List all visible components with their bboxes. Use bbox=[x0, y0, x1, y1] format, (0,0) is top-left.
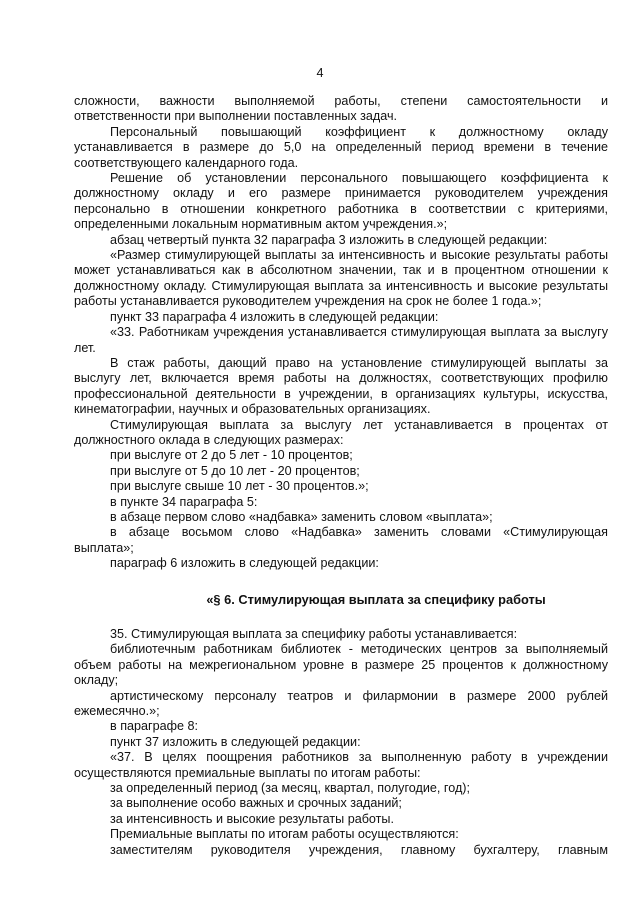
paragraph: «Размер стимулирующей выплаты за интенсивность и высокие результаты работы может устанавливаться как в абсолютном значении, так и в процентном отношении к должностному окладу. Стимулирующая выплата за интенсивность и высокие результаты работы устанавливается руководителем учреждения на срок не более 1 года.»; bbox=[74, 248, 608, 309]
list-item: за выполнение особо важных и срочных заданий; bbox=[110, 796, 402, 811]
list-item: за интенсивность и высокие результаты работы. bbox=[110, 811, 394, 826]
paragraph: пункт 37 изложить в следующей редакции: bbox=[110, 734, 361, 749]
paragraph: в параграфе 8: bbox=[110, 719, 198, 734]
paragraph: в абзаце восьмом слово «Надбавка» заменить словами «Стимулирующая выплата»; bbox=[74, 525, 608, 555]
paragraph: библиотечным работникам библиотек - методических центров за выполняемый объем работы на межрегиональном уровне в размере 25 процентов к должностному окладу; bbox=[74, 642, 608, 688]
paragraph: Премиальные выплаты по итогам работы осуществляются: bbox=[110, 827, 459, 842]
paragraph: Персональный повышающий коэффициент к должностному окладу устанавливается в размере до 5,0 на определенный период времени в течение соответствующего календарного года. bbox=[74, 124, 608, 170]
paragraph: заместителям руководителя учреждения, главному бухгалтеру, главным bbox=[110, 842, 608, 857]
list-item: за определенный период (за месяц, квартал, полугодие, год); bbox=[110, 781, 470, 796]
paragraph: параграф 6 изложить в следующей редакции: bbox=[110, 556, 379, 571]
list-item: при выслуге от 2 до 5 лет - 10 процентов; bbox=[110, 448, 353, 463]
list-item: при выслуге от 5 до 10 лет - 20 процентов; bbox=[110, 463, 360, 478]
document-body bbox=[74, 94, 608, 858]
paragraph: Решение об установлении персонального повышающего коэффициента к должностному окладу и его размере принимается руководителем учреждения персонально в отношении конкретного работника в соответствии с критериями, определенными локальным нормативным актом учреждения.»; bbox=[74, 171, 608, 232]
page-number: 4 bbox=[316, 66, 324, 80]
paragraph: пункт 33 параграфа 4 изложить в следующей редакции: bbox=[110, 309, 439, 324]
list-item: при выслуге свыше 10 лет - 30 процентов.»; bbox=[110, 479, 369, 494]
paragraph: в абзаце первом слово «надбавка» заменить словом «выплата»; bbox=[110, 509, 493, 524]
paragraph: в пункте 34 параграфа 5: bbox=[110, 494, 258, 509]
section-heading: «§ 6. Стимулирующая выплата за специфику работы bbox=[206, 591, 546, 607]
paragraph: «37. В целях поощрения работников за выполненную работу в учреждении осуществляются премиальные выплаты по итогам работы: bbox=[74, 750, 608, 780]
paragraph: «33. Работникам учреждения устанавливается стимулирующая выплата за выслугу лет. bbox=[74, 325, 608, 355]
paragraph: артистическому персоналу театров и филармонии в размере 2000 рублей ежемесячно.»; bbox=[74, 688, 608, 719]
paragraph: Стимулирующая выплата за выслугу лет устанавливается в процентах от должностного оклада в следующих размерах: bbox=[74, 417, 608, 447]
paragraph: В стаж работы, дающий право на установление стимулирующей выплаты за выслугу лет, включается время работы на должностях, соответствующих профилю профессиональной деятельности в учреждении, в организациях культуры, искусства, кинематографии, научных и образовательных организациях. bbox=[74, 355, 608, 417]
paragraph: сложности, важности выполняемой работы, степени самостоятельности и ответственности при выполнении поставленных задач. bbox=[74, 94, 608, 124]
paragraph: 35. Стимулирующая выплата за специфику работы устанавливается: bbox=[110, 627, 518, 641]
paragraph: абзац четвертый пункта 32 параграфа 3 изложить в следующей редакции: bbox=[110, 232, 548, 247]
